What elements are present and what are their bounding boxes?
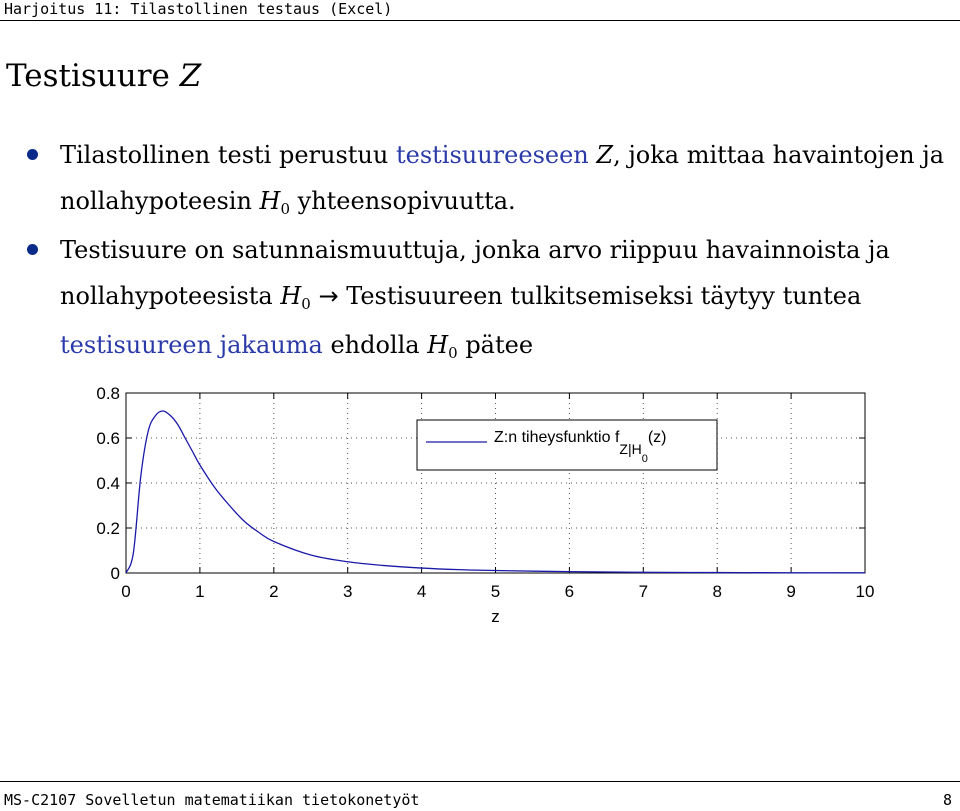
bullet2-h1-sub: 0 — [301, 295, 311, 313]
y-tick-label: 0.2 — [96, 519, 120, 538]
bullet2-h1: H — [280, 282, 302, 310]
bullet1-h-sub: 0 — [280, 200, 291, 218]
y-tick-label: 0.8 — [96, 384, 120, 403]
x-tick-label: 10 — [855, 582, 875, 601]
bullet2-h2: H — [427, 331, 449, 359]
bullet1-text-a: Tilastollinen testi perustuu — [60, 141, 396, 169]
bullet2-h2-sub: 0 — [448, 344, 458, 362]
slide-footer — [0, 781, 960, 811]
x-tick-label: 7 — [638, 582, 649, 601]
footer-course: MS-C2107 Sovelletun matematiikan tietokonetyöt — [4, 791, 420, 809]
x-tick-label: 9 — [786, 582, 796, 601]
bullet1-text-c: yhteensopivuutta. — [290, 187, 516, 215]
bullet2-text-d: pätee — [457, 331, 534, 359]
title-variable: Z — [179, 58, 202, 94]
x-tick-label: 6 — [564, 582, 575, 601]
x-tick-label: 0 — [121, 582, 131, 601]
y-tick-label: 0 — [110, 564, 120, 583]
x-tick-label: 2 — [269, 582, 279, 601]
legend-name: Z:n tiheysfunktio f — [494, 429, 620, 446]
bullet2-text-b: Testisuureen tulkitsemiseksi täytyy tuntea — [346, 282, 862, 310]
x-tick-label: 8 — [712, 582, 722, 601]
bullet1-variable: Z — [596, 141, 614, 169]
x-tick-label: 4 — [416, 582, 427, 601]
x-axis-label: z — [491, 607, 500, 626]
x-tick-label: 1 — [195, 582, 205, 601]
link-testisuureen-jakauma[interactable]: testisuureen jakauma — [60, 331, 323, 359]
right-arrow-icon: → — [310, 282, 347, 310]
legend-tail: (z) — [647, 429, 667, 446]
chart-legend — [417, 420, 717, 470]
chart-ticks — [96, 384, 874, 601]
title-main: Testisuure — [6, 58, 180, 94]
bullet1-h: H — [259, 187, 281, 215]
header-title: Harjoitus 11: Tilastollinen testaus (Excel) — [4, 0, 393, 18]
legend-subsub: 0 — [641, 453, 648, 465]
x-tick-label: 5 — [490, 582, 501, 601]
y-tick-label: 0.6 — [96, 429, 120, 448]
bullet1-text-b: , joka mittaa havaintojen ja nollahypoteesin — [60, 141, 945, 215]
bullet2-text-a: Testisuure on satunnaismuuttuja, jonka arvo riippuu havainnoista ja nollahypoteesista — [60, 236, 890, 310]
footer-rule — [0, 781, 960, 782]
page-number: 8 — [942, 791, 952, 809]
y-tick-label: 0.4 — [96, 474, 120, 493]
x-tick-label: 3 — [342, 582, 353, 601]
legend-sub: Z|H — [619, 441, 642, 457]
bullet2-text-c: ehdolla — [322, 331, 428, 359]
link-testisuureeseen[interactable]: testisuureeseen — [395, 141, 589, 169]
